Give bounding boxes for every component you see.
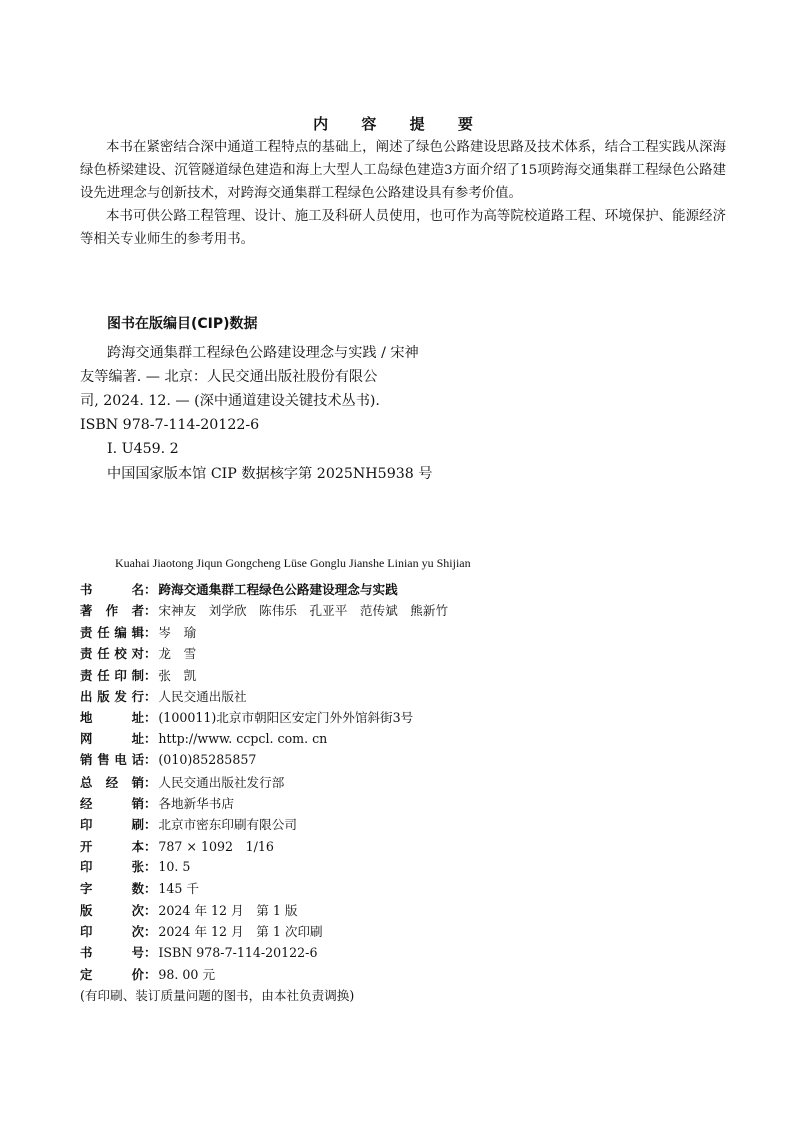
metadata-colon: ：: [144, 603, 157, 619]
cip-line: ISBN 978-7-114-20122-6: [80, 417, 260, 433]
metadata-label: 书 名: [80, 582, 144, 597]
metadata-label: 总 经 销: [80, 774, 144, 790]
cip-line: 中国国家版本馆 CIP 数据核字第 2025NH5938 号: [107, 466, 433, 482]
metadata-colon: ：: [144, 795, 157, 811]
metadata-colon: ：: [144, 752, 157, 768]
metadata-label: 出 版 发 行: [80, 688, 144, 704]
metadata-value: 跨海交通集群工程绿色公路建设理念与实践: [158, 582, 398, 597]
metadata-colon: ：: [144, 688, 157, 704]
metadata-row: [80, 643, 720, 664]
metadata-colon: ：: [144, 859, 157, 875]
metadata-colon: ：: [144, 838, 157, 854]
metadata-value: 张 凯: [158, 667, 197, 683]
metadata-colon: ：: [144, 924, 157, 940]
metadata-row: [80, 878, 720, 899]
metadata-label: 网 址: [80, 730, 144, 746]
metadata-row: [80, 793, 720, 814]
metadata-colon: ：: [144, 944, 157, 960]
metadata-row: [80, 943, 720, 964]
metadata-value: ISBN 978-7-114-20122-6: [158, 944, 318, 960]
metadata-label: 责 任 校 对: [80, 646, 144, 662]
metadata-value: 岑 瑜: [158, 624, 197, 640]
metadata-row: [80, 836, 720, 857]
metadata-row: [80, 750, 720, 771]
metadata-label: 定 价: [80, 967, 144, 983]
metadata-label: 地 址: [80, 710, 144, 726]
metadata-colon: ：: [144, 902, 157, 918]
metadata-colon: ：: [144, 710, 157, 726]
metadata-label: 责 任 编 辑: [80, 624, 144, 640]
metadata-row: [80, 900, 720, 921]
metadata-row: [80, 686, 720, 707]
metadata-row: [80, 964, 720, 985]
metadata-value: (010)85285857: [158, 752, 257, 768]
metadata-label: 经 销: [80, 795, 144, 811]
metadata-label: 印 张: [80, 859, 144, 875]
metadata-colon: ：: [144, 817, 157, 833]
cip-line: Ⅰ. U459. 2: [107, 441, 179, 457]
metadata-label: 版 次: [80, 902, 144, 918]
metadata-row: [80, 579, 720, 600]
cip-heading: 图书在版编目(CIP)数据: [107, 316, 258, 332]
metadata-value: 787 × 1092 1/16: [158, 838, 274, 854]
metadata-row: [80, 921, 720, 942]
metadata-value: 人民交通出版社: [158, 688, 247, 704]
metadata-row: [80, 729, 720, 750]
metadata-value: 2024 年 12 月 第 1 版: [158, 902, 298, 918]
metadata-value: (100011)北京市朝阳区安定门外外馆斜街3号: [158, 710, 414, 726]
footer-note: (有印刷、装订质量问题的图书，由本社负责调换): [80, 988, 355, 1004]
metadata-row: [80, 772, 720, 793]
metadata-label: 开 本: [80, 838, 144, 854]
cip-line: 跨海交通集群工程绿色公路建设理念与实践 / 宋神: [107, 345, 419, 361]
summary-paragraph-1: 本书在紧密结合深中通道工程特点的基础上，阐述了绿色公路建设思路及技术体系，结合工程实践从深海绿色桥梁建设、沉管隧道绿色建造和海上大型人工岛绿色建造3方面介绍了15项跨海交通集群工程绿色公路建设先进理念与创新技术，对跨海交通集群工程绿色公路建设具有参考价值。: [80, 140, 726, 201]
metadata-row: [80, 857, 720, 878]
metadata-colon: ：: [144, 646, 157, 662]
publication-metadata: [80, 579, 720, 1004]
metadata-row: [80, 665, 720, 686]
metadata-value: 145 千: [158, 881, 200, 897]
cip-line: 司, 2024. 12. — (深中通道建设关键技术丛书).: [80, 393, 380, 409]
metadata-colon: ：: [144, 774, 157, 790]
metadata-colon: ：: [144, 881, 157, 897]
metadata-value: 宋神友 刘学欣 陈伟乐 孔亚平 范传斌 熊新竹: [158, 603, 449, 619]
metadata-colon: ：: [144, 582, 157, 597]
metadata-label: 字 数: [80, 881, 144, 897]
metadata-label: 印 次: [80, 924, 144, 940]
cip-line: 友等编著. — 北京：人民交通出版社股份有限公: [80, 369, 378, 385]
metadata-label: 销 售 电 话: [80, 752, 144, 768]
summary-paragraph-2: 本书可供公路工程管理、设计、施工及科研人员使用，也可作为高等院校道路工程、环境保护、能源经济等相关专业师生的参考用书。: [80, 209, 726, 247]
metadata-colon: ：: [144, 667, 157, 683]
metadata-value: 98. 00 元: [158, 967, 216, 983]
metadata-row: [80, 600, 720, 621]
metadata-row: [80, 707, 720, 728]
summary-title: 内 容 提 要: [313, 115, 487, 133]
metadata-row: [80, 814, 720, 835]
metadata-value: 北京市密东印刷有限公司: [158, 817, 297, 833]
metadata-row: [80, 622, 720, 643]
metadata-value: 人民交通出版社发行部: [158, 774, 285, 790]
metadata-colon: ：: [144, 624, 157, 640]
metadata-value: 2024 年 12 月 第 1 次印刷: [158, 924, 323, 940]
metadata-colon: ：: [144, 967, 157, 983]
pinyin-title: Kuahai Jiaotong Jiqun Gongcheng Lüse Gonglu Jianshe Linian yu Shijian: [115, 556, 471, 570]
metadata-colon: ：: [144, 730, 157, 746]
metadata-label: 著 作 者: [80, 603, 144, 619]
metadata-label: 责 任 印 制: [80, 667, 144, 683]
metadata-value: 龙 雪: [158, 646, 197, 662]
metadata-value: 各地新华书店: [158, 795, 234, 811]
metadata-value: 10. 5: [158, 859, 191, 875]
metadata-label: 印 刷: [80, 817, 144, 833]
metadata-label: 书 号: [80, 944, 144, 960]
metadata-value: http://www. ccpcl. com. cn: [158, 730, 328, 746]
